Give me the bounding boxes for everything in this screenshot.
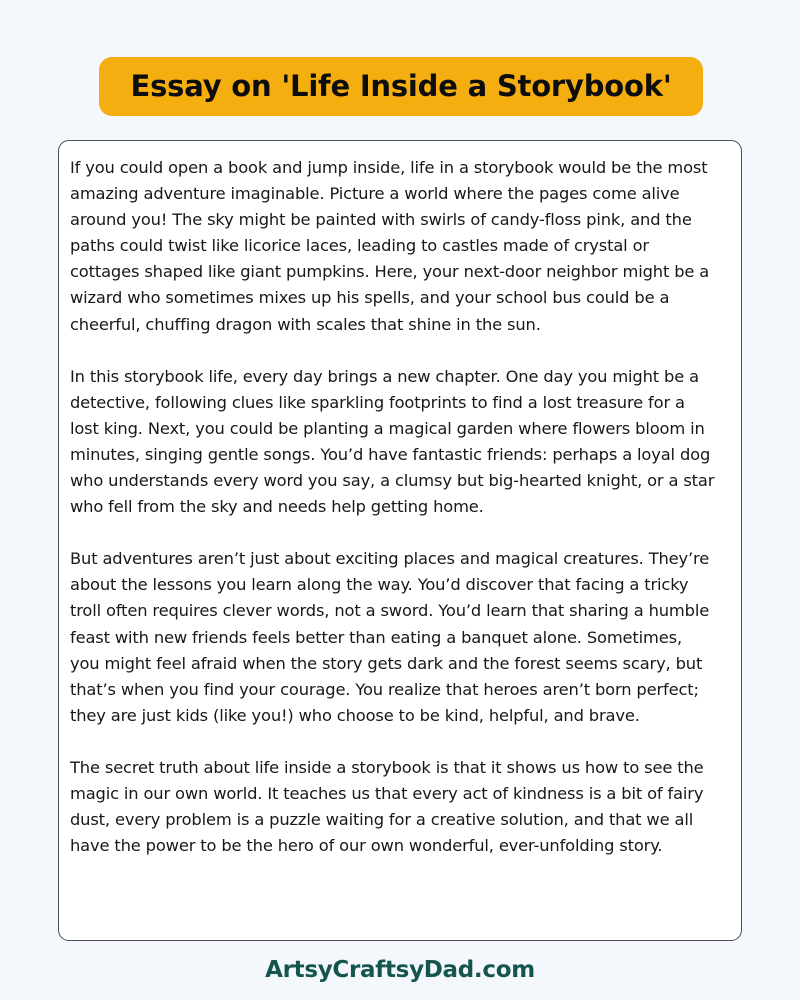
essay-paragraph-4: The secret truth about life inside a storybook is that it shows us how to see the magic in our own world. It teaches us that every act of kindness is a bit of fairy dust, every problem is a puzzle waiting for a creative solution, and that we all have the power to be the hero of our own wonderful, ever-unfolding story. [70,757,704,856]
essay-body [70,155,715,859]
essay-paragraph-3: But adventures aren’t just about exciting places and magical creatures. They’re about the lessons you learn along the way. You’d discover that facing a tricky troll often requires clever words, not a sword. You’d learn that sharing a humble feast with new friends feels better than eating a banquet alone. Sometimes, you might feel afraid when the story gets dark and the forest seems scary, but that’s when you find your courage. You realize that heroes aren’t born perfect; they are just kids (like you!) who choose to be kind, helpful, and brave. [70,549,710,725]
footer-brand: ArtsyCraftsyDad.com [265,957,535,983]
page-title: Essay on 'Life Inside a Storybook' [130,69,672,103]
essay-paragraph-2: In this storybook life, every day brings a new chapter. One day you might be a detective, following clues like sparkling footprints to find a lost treasure for a lost king. Next, you could be planting a magical garden where flowers bloom in minutes, singing gentle songs. You’d have fantastic friends: perhaps a loyal dog who understands every word you say, a clumsy but big-hearted knight, or a star who fell from the sky and needs help getting home. [70,366,715,517]
title-badge [99,57,703,116]
essay-card [58,140,742,941]
essay-paragraph-1: If you could open a book and jump inside, life in a storybook would be the most amazing adventure imaginable. Picture a world where the pages come alive around you! The sky might be painted with swirls of candy-floss pink, and the paths could twist like licorice laces, leading to castles made of crystal or cottages shaped like giant pumpkins. Here, your next-door neighbor might be a wizard who sometimes mixes up his spells, and your school bus could be a cheerful, chuffing dragon with scales that shine in the sun. [70,158,710,334]
